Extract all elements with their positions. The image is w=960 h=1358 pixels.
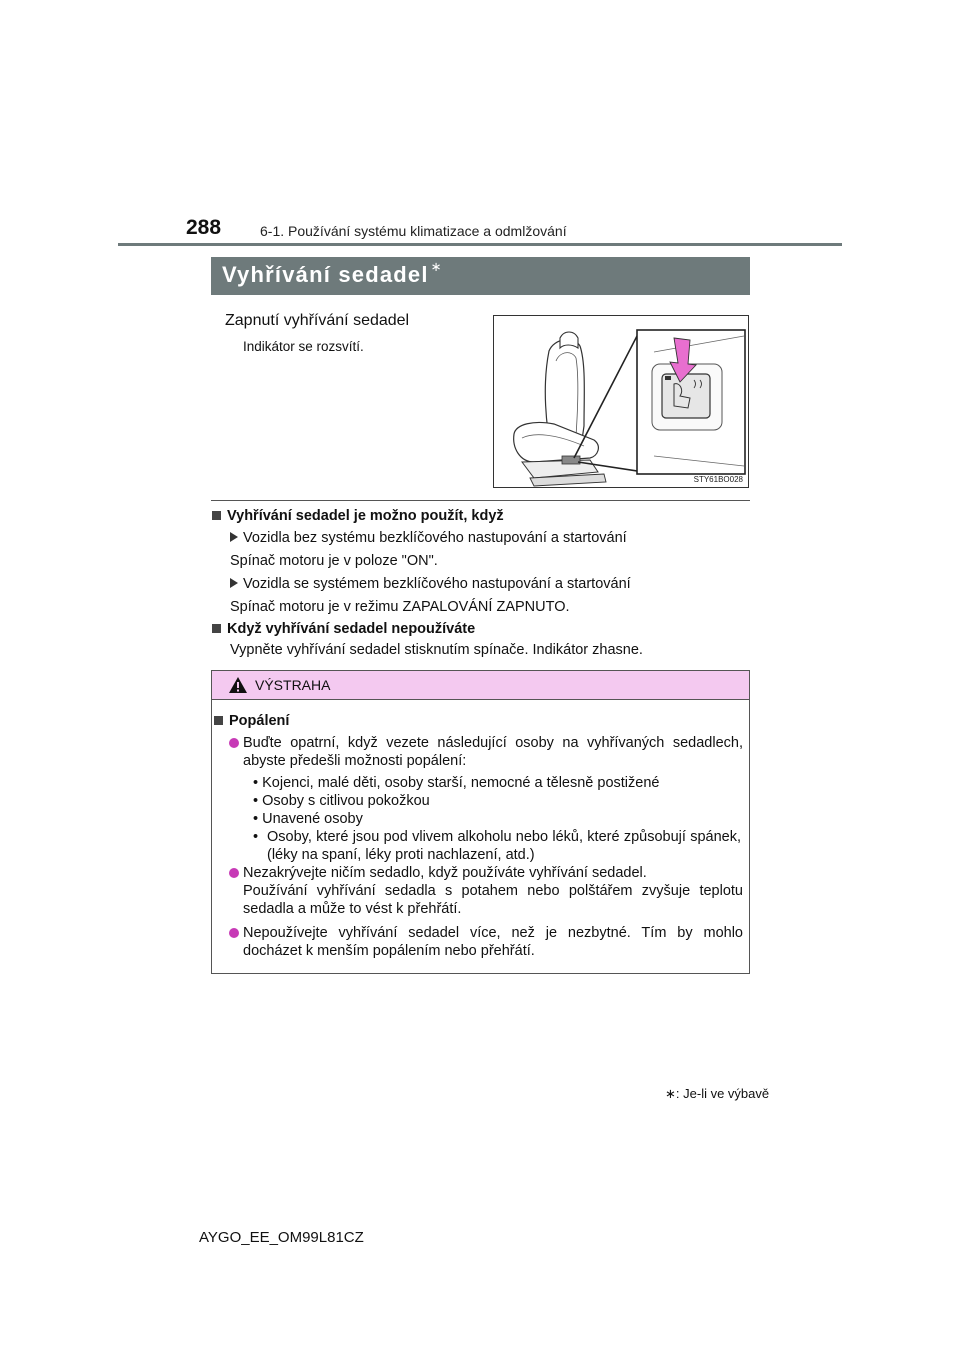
warning-cover-line1: Nezakrývejte ničím sedadlo, když používáte vyhřívání sedadel. xyxy=(243,865,647,881)
warning-cover-line2: Používání vyhřívání sedadla s potahem nebo polštářem zvyšuje teplotu sedadla a může to vést k přehřátí. xyxy=(243,883,743,917)
footnote xyxy=(665,1086,769,1102)
warning-triangle-icon xyxy=(228,676,248,694)
warning-heading xyxy=(212,712,289,730)
triangle-bullet-icon xyxy=(230,532,238,542)
note-heading-not-using-text: Když vyhřívání sedadel nepoužíváte xyxy=(227,621,476,637)
square-bullet-icon xyxy=(214,716,223,725)
seat-heater-illustration xyxy=(493,315,749,488)
document-code: AYGO_EE_OM99L81CZ xyxy=(199,1229,364,1246)
chapter-title: 6-1. Používání systému klimatizace a odmlžování xyxy=(260,223,567,239)
header-divider xyxy=(118,243,842,246)
intro-indicator-note: Indikátor se rozsvítí. xyxy=(243,339,364,354)
note-item-with-keyless xyxy=(230,576,631,592)
footnote-asterisk: ∗ xyxy=(665,1086,676,1101)
figure-code: STY61BO028 xyxy=(693,475,743,484)
seat-illustration-svg xyxy=(494,316,749,488)
note-item-without-keyless xyxy=(230,530,627,546)
section-title xyxy=(222,259,443,288)
warning-header xyxy=(212,671,749,700)
square-bullet-icon xyxy=(212,624,221,633)
bullet-dot-icon xyxy=(229,868,239,878)
footnote-text: : Je-li ve výbavě xyxy=(675,1086,770,1101)
warning-bullet-2-text: Osoby s citlivou pokožkou xyxy=(262,793,430,809)
asterisk-mark: ∗ xyxy=(430,259,443,274)
page-number: 288 xyxy=(186,216,222,239)
triangle-bullet-icon xyxy=(230,578,238,588)
warning-heading-text: Popálení xyxy=(229,713,290,729)
warning-bullet-1: • Kojenci, malé děti, osoby starší, nemocné a tělesně postižené xyxy=(253,775,660,791)
bullet-dot-icon xyxy=(229,928,239,938)
note-heading-usable xyxy=(212,508,504,524)
warning-box xyxy=(211,670,750,974)
section-title-text: Vyhřívání sedadel xyxy=(222,262,429,287)
bullet-dot-icon xyxy=(229,738,239,748)
warning-bullet-4: • Osoby, které jsou pod vlivem alkoholu nebo léků, které způsobují spánek, (léky na spaní, léky proti nachlazení, atd.) xyxy=(253,829,741,863)
section-divider xyxy=(211,500,750,501)
warning-paragraph-overuse: Nepoužívejte vyhřívání sedadel více, než je nezbytné. Tím by mohlo docházet k menším popálením nebo přehřátí. xyxy=(243,925,743,959)
note-heading-not-using xyxy=(212,621,475,637)
note-item-with-keyless-text: Vozidla se systémem bezklíčového nastupování a startování xyxy=(243,576,631,592)
note-not-using-detail: Vypněte vyhřívání sedadel stisknutím spínače. Indikátor zhasne. xyxy=(230,642,643,658)
warning-bullet-3-text: Unavené osoby xyxy=(262,811,363,827)
warning-paragraph-cover xyxy=(243,864,743,918)
warning-bullet-1-text: Kojenci, malé děti, osoby starší, nemocné a tělesně postižené xyxy=(262,775,660,791)
warning-bullet-2: • Osoby s citlivou pokožkou xyxy=(253,793,430,809)
warning-bullet-3: • Unavené osoby xyxy=(253,811,363,827)
warning-bullet-4-text: Osoby, které jsou pod vlivem alkoholu nebo léků, které způsobují spánek, (léky na spaní, léky proti nachlazení, atd.) xyxy=(267,829,741,863)
warning-paragraph-passengers: Buďte opatrní, když vezete následující osoby na vyhřívaných sedadlech, abyste předešli možnosti popálení: xyxy=(243,735,743,769)
note-item-with-keyless-detail: Spínač motoru je v režimu ZAPALOVÁNÍ ZAPNUTO. xyxy=(230,599,570,615)
note-item-without-keyless-text: Vozidla bez systému bezklíčového nastupování a startování xyxy=(243,530,627,546)
square-bullet-icon xyxy=(212,511,221,520)
warning-label: VÝSTRAHA xyxy=(255,677,331,693)
note-heading-usable-text: Vyhřívání sedadel je možno použít, když xyxy=(227,508,504,524)
intro-instruction: Zapnutí vyhřívání sedadel xyxy=(225,312,410,329)
note-item-without-keyless-detail: Spínač motoru je v poloze "ON". xyxy=(230,553,438,569)
